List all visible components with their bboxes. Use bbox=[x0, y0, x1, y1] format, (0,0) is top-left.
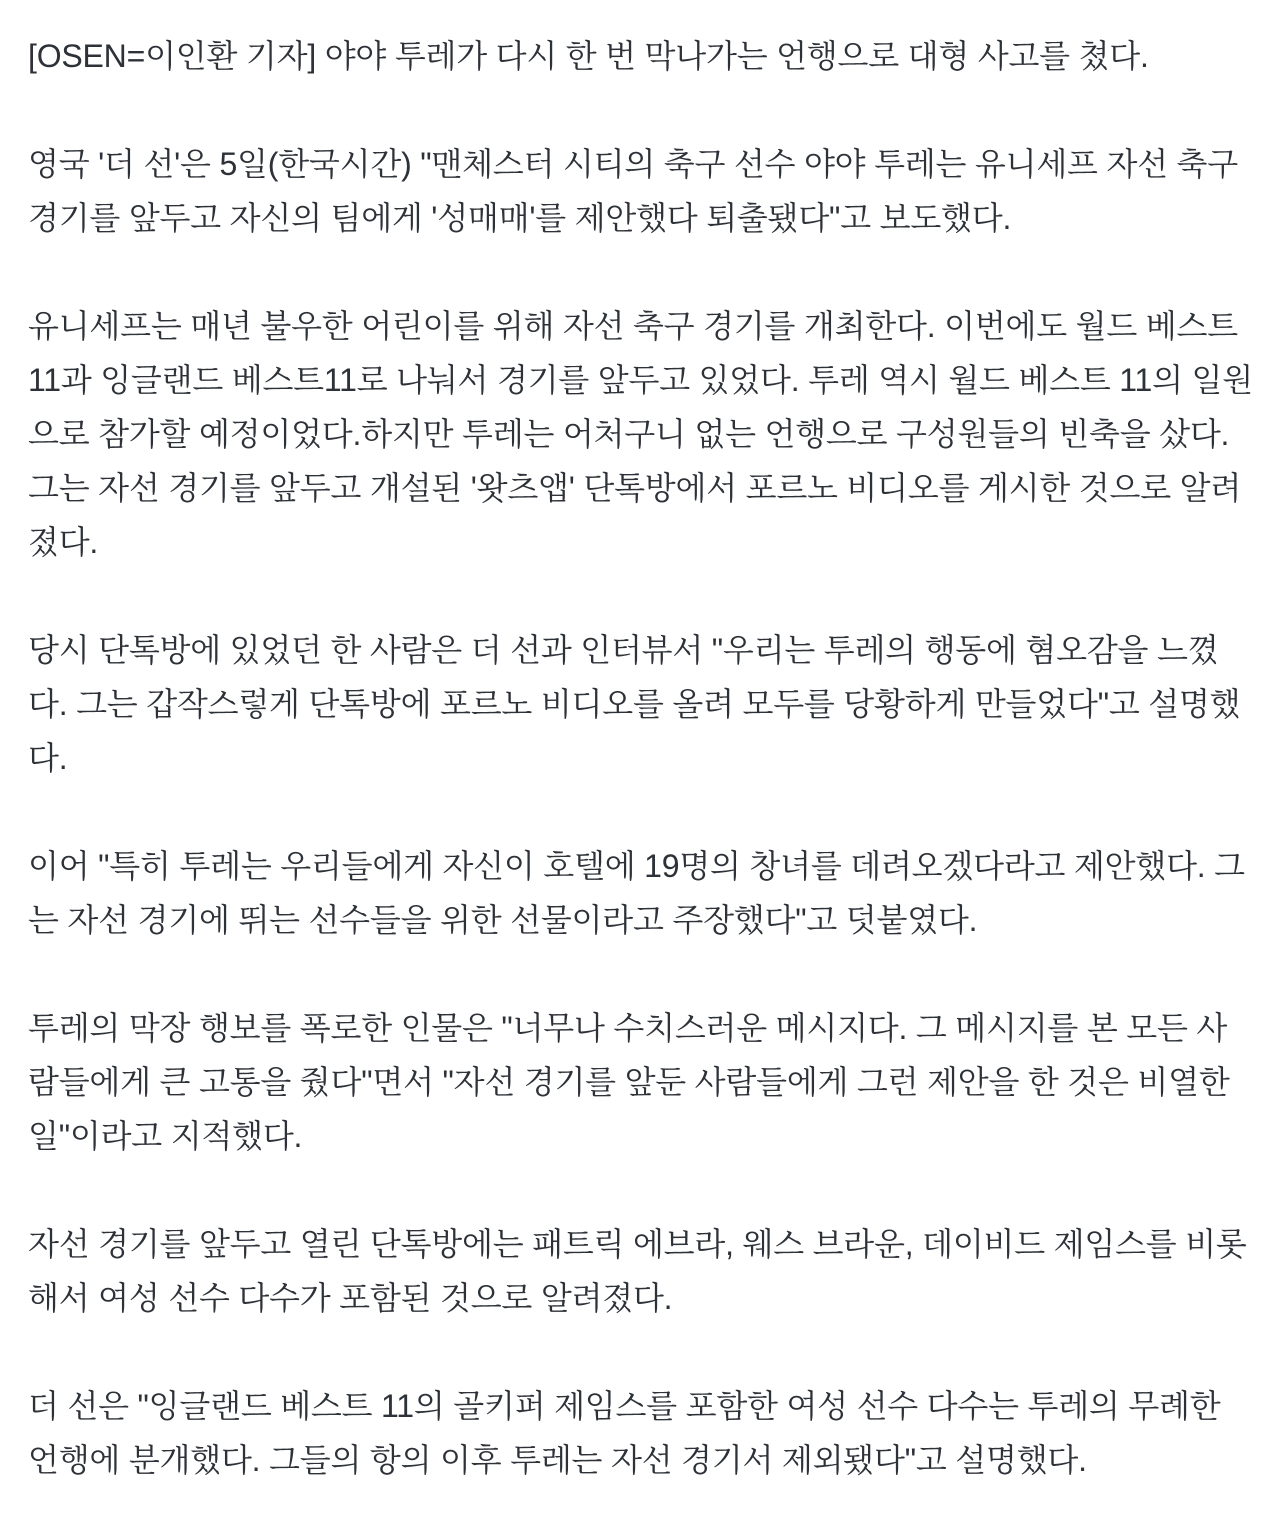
article-paragraph-byline: [OSEN=이인환 기자] 야야 투레가 다시 한 번 막나가는 언행으로 대형 사고를 쳤다. bbox=[28, 38, 1149, 74]
article-paragraph: 당시 단톡방에 있었던 한 사람은 더 선과 인터뷰서 "우리는 투레의 행동에 혐오감을 느꼈다. 그는 갑작스렇게 단톡방에 포르노 비디오를 올려 모두를 당황하게 만들었다"고 설명했다. bbox=[28, 632, 1241, 776]
article-paragraph: 영국 '더 선'은 5일(한국시간) "맨체스터 시티의 축구 선수 야야 투레는 유니세프 자선 축구 경기를 앞두고 자신의 팀에게 '성매매'를 제안했다 퇴출됐다"고 보도했다. bbox=[28, 146, 1238, 236]
article-paragraph: 더 선은 "잉글랜드 베스트 11의 골키퍼 제임스를 포함한 여성 선수 다수는 투레의 무례한 언행에 분개했다. 그들의 항의 이후 투레는 자선 경기서 제외됐다"고 설명했다. bbox=[28, 1388, 1221, 1478]
article-paragraph: 자선 경기를 앞두고 열린 단톡방에는 패트릭 에브라, 웨스 브라운, 데이비드 제임스를 비롯해서 여성 선수 다수가 포함된 것으로 알려졌다. bbox=[28, 1226, 1247, 1316]
article-paragraph: 유니세프는 매년 불우한 어린이를 위해 자선 축구 경기를 개최한다. 이번에도 월드 베스트 11과 잉글랜드 베스트11로 나눠서 경기를 앞두고 있었다. 투레 역시 월드 베스트 11의 일원으로 참가할 예정이었다.하지만 투레는 어처구니 없는 언행으로 구성원들의 빈축을 샀다. 그는 자선 경기를 앞두고 개설된 '왓츠앱' 단톡방에서 포르노 비디오를 게시한 것으로 알려졌다. bbox=[28, 308, 1253, 560]
article-paragraph: 이어 "특히 투레는 우리들에게 자신이 호텔에 19명의 창녀를 데려오겠다라고 제안했다. 그는 자선 경기에 뛰는 선수들을 위한 선물이라고 주장했다"고 덧붙였다. bbox=[28, 848, 1245, 938]
article-paragraph: 투레의 막장 행보를 폭로한 인물은 "너무나 수치스러운 메시지다. 그 메시지를 본 모든 사람들에게 큰 고통을 줬다"면서 "자선 경기를 앞둔 사람들에게 그런 제안을 한 것은 비열한 일"이라고 지적했다. bbox=[28, 1010, 1230, 1154]
